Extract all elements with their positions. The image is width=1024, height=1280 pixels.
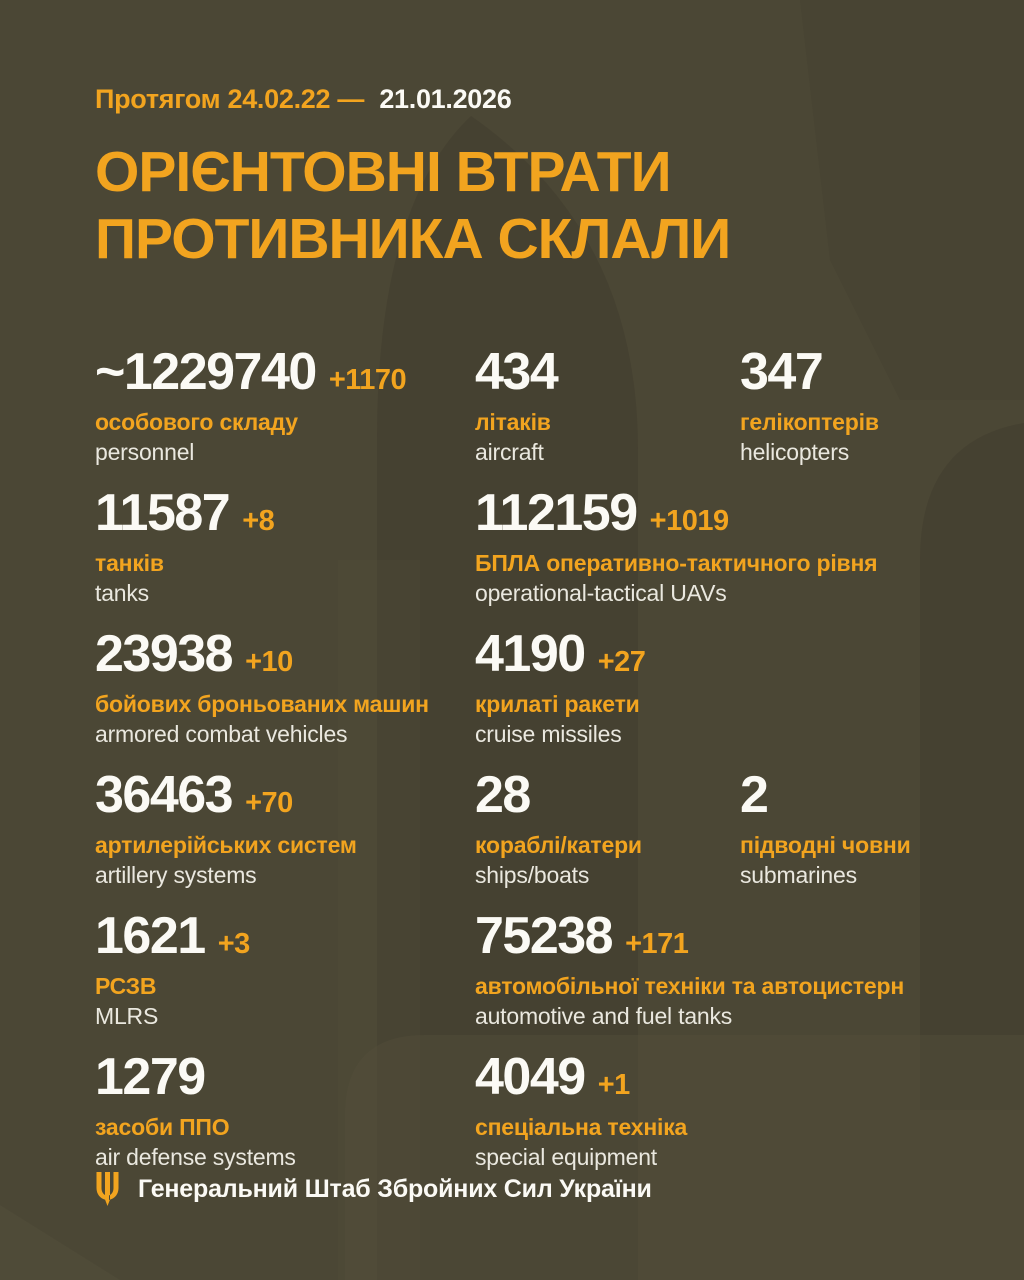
stat-label-uk: спеціальна техніка [475, 1113, 688, 1140]
stat-uavs [475, 483, 984, 628]
stat-special-equipment [475, 1047, 984, 1192]
stat-tanks [95, 483, 475, 628]
stat-label-en: personnel [95, 438, 195, 465]
stat-armored-combat-vehicles [95, 624, 475, 769]
stat-value: 1279 [95, 1047, 205, 1106]
stat-label-en: air defense systems [95, 1143, 296, 1170]
stat-value: 75238 [475, 906, 613, 965]
period-line [95, 84, 984, 115]
stat-label-uk: гелікоптерів [740, 408, 879, 435]
stat-label-uk: бойових броньованих машин [95, 690, 429, 717]
stat-label-uk: кораблі/катери [475, 831, 642, 858]
stat-label-uk: крилаті ракети [475, 690, 640, 717]
stat-air-defense [95, 1047, 475, 1192]
stat-delta: +1019 [649, 504, 729, 537]
stat-artillery-systems [95, 765, 475, 910]
stat-delta: +171 [625, 927, 689, 960]
stat-label-uk: підводні човни [740, 831, 911, 858]
stat-delta: +8 [242, 504, 275, 537]
stat-automotive-fuel-tanks [475, 906, 984, 1051]
stat-cruise-missiles [475, 624, 984, 769]
stat-label-uk: танків [95, 549, 164, 576]
stat-label-en: operational-tactical UAVs [475, 579, 727, 606]
page-title-line1: ОРІЄНТОВНІ ВТРАТИ [95, 140, 671, 204]
trident-icon [95, 1172, 120, 1206]
stat-delta: +3 [217, 927, 250, 960]
stat-value: 347 [740, 342, 823, 401]
stat-value: 28 [475, 765, 530, 824]
stat-value: 4190 [475, 624, 585, 683]
stat-label-uk: автомобільної техніки та автоцистерн [475, 972, 905, 999]
stat-label-en: helicopters [740, 438, 850, 465]
stat-value: 36463 [95, 765, 233, 824]
stat-label-en: automotive and fuel tanks [475, 1002, 733, 1029]
stat-value: 11587 [95, 483, 230, 542]
stat-value: 112159 [475, 483, 637, 542]
stat-label-en: aircraft [475, 438, 544, 465]
stat-value: 23938 [95, 624, 233, 683]
stat-delta: +27 [597, 645, 646, 678]
stat-delta: +10 [245, 645, 293, 678]
stat-helicopters [740, 342, 984, 487]
stat-label-uk: засоби ППО [95, 1113, 230, 1140]
stat-value: ~1229740 [95, 342, 316, 401]
stat-value: 4049 [475, 1047, 585, 1106]
stat-label-en: special equipment [475, 1143, 657, 1170]
stat-label-uk: артилерійських систем [95, 831, 357, 858]
stat-delta: +70 [245, 786, 293, 819]
period-prefix: Протягом 24.02.22 — [95, 84, 365, 114]
stat-ships-boats [475, 765, 740, 910]
footer-source: Генеральний Штаб Збройних Сил України [138, 1174, 652, 1203]
stat-label-en: submarines [740, 861, 857, 888]
stat-label-uk: БПЛА оперативно-тактичного рівня [475, 549, 878, 576]
stat-label-en: cruise missiles [475, 720, 622, 747]
stat-label-en: artillery systems [95, 861, 257, 888]
stat-aircraft [475, 342, 740, 487]
stat-label-uk: РСЗВ [95, 972, 157, 999]
stat-label-en: ships/boats [475, 861, 590, 888]
stat-label-en: armored combat vehicles [95, 720, 348, 747]
stat-submarines [740, 765, 984, 910]
stat-label-en: MLRS [95, 1002, 159, 1029]
period-end-date: 21.01.2026 [379, 84, 512, 114]
stat-delta: +1170 [328, 363, 407, 396]
page-title-line2: ПРОТИВНИКА СКЛАЛИ [95, 207, 731, 272]
stat-label-en: tanks [95, 579, 149, 606]
stat-value: 1621 [95, 906, 205, 965]
stat-value: 2 [740, 765, 768, 824]
stat-label-uk: особового складу [95, 408, 298, 435]
stat-personnel [95, 342, 475, 487]
page-title [95, 139, 984, 274]
footer [95, 1172, 652, 1206]
stats-grid [95, 342, 984, 1192]
stat-label-uk: літаків [475, 408, 551, 435]
stat-delta: +1 [597, 1068, 630, 1101]
stat-mlrs [95, 906, 475, 1051]
stat-value: 434 [475, 342, 558, 401]
